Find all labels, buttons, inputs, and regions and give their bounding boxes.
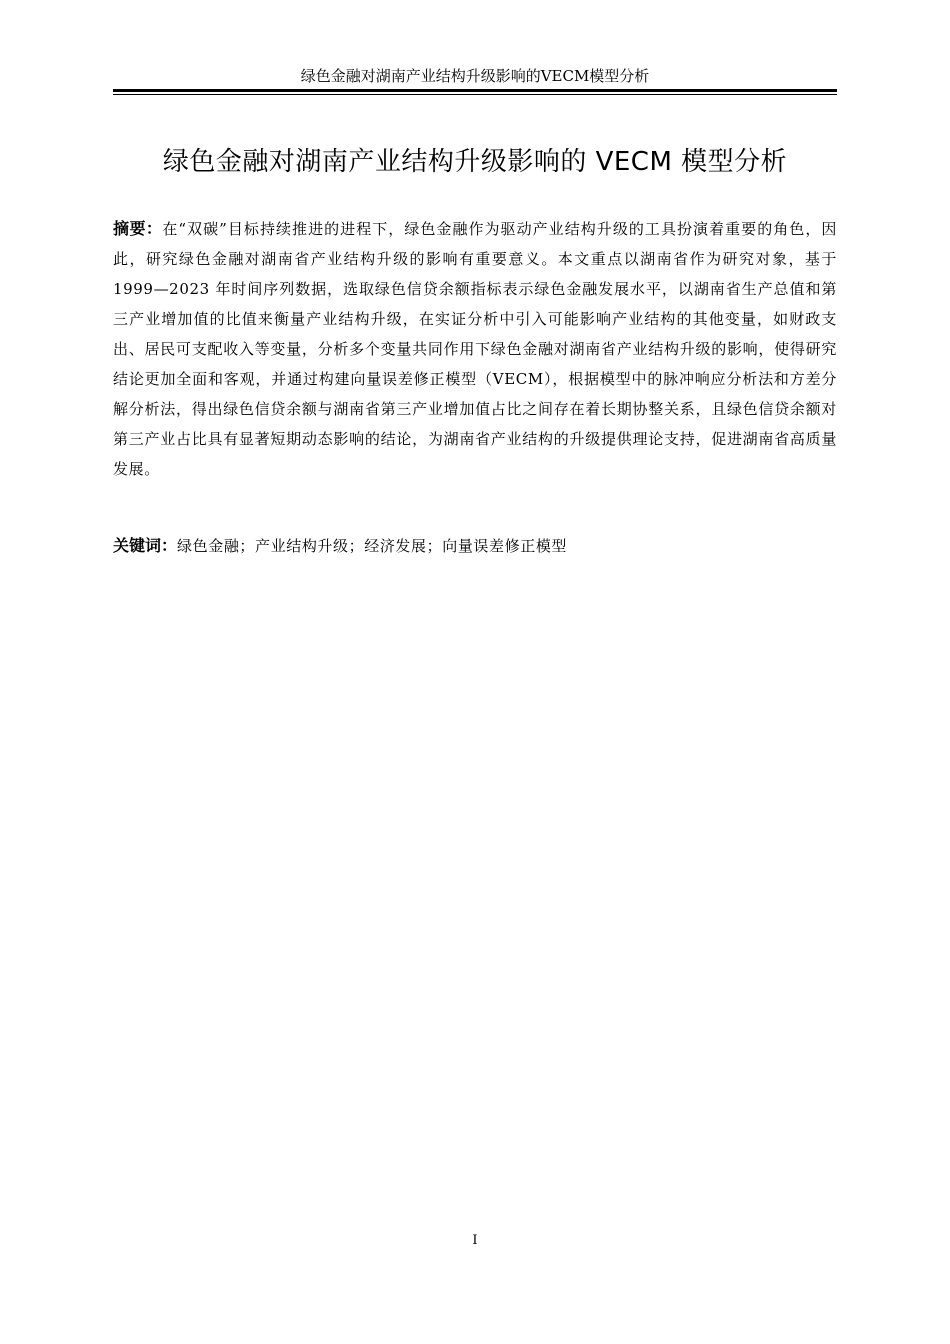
abstract [113, 214, 837, 484]
page-number: I [472, 1233, 478, 1248]
running-header: 绿色金融对湖南产业结构升级影响的VECM模型分析 [300, 67, 650, 85]
keywords-label: 关键词： [113, 536, 178, 555]
paper-title: 绿色金融对湖南产业结构升级影响的 VECM 模型分析 [162, 147, 788, 177]
header-rule-thin [113, 94, 837, 95]
abstract-label: 摘要： [113, 219, 163, 238]
keywords [113, 532, 837, 560]
abstract-text: 在“双碳”目标持续推进的进程下，绿色金融作为驱动产业结构升级的工具扮演着重要的角色，因此，研究绿色金融对湖南省产业结构升级的影响有重要意义。本文重点以湖南省作为研究对象，基于 1999—2023 年时间序列数据，选取绿色信贷余额指标表示绿色金融发展水平，以湖南省生产总值和第三产业增加值的比值来衡量产业结构升级，在实证分析中引入可能影响产业结构的其他变量，如财政支出、居民可支配收入等变量，分析多个变量共同作用下绿色金融对湖南省产业结构升级的影响，使得研究结论更加全面和客观，并通过构建向量误差修正模型（VECM），根据模型中的脉冲响应分析法和方差分解分析法，得出绿色信贷余额与湖南省第三产业增加值占比之间存在着长期协整关系，且绿色信贷余额对第三产业占比具有显著短期动态影响的结论，为湖南省产业结构的升级提供理论支持，促进湖南省高质量发展。 [113, 220, 837, 478]
keywords-text: 绿色金融；产业结构升级；经济发展；向量误差修正模型 [177, 537, 568, 555]
header-rule-thick [113, 89, 837, 92]
